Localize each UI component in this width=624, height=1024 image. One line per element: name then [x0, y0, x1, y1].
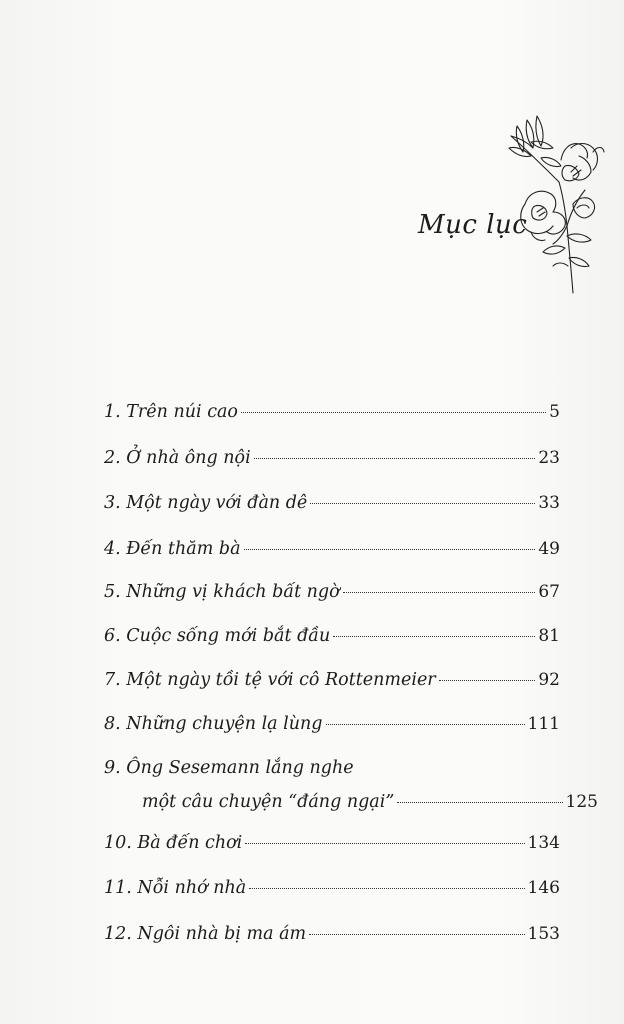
page-title: Mục lục: [418, 210, 528, 240]
toc-leader-dots: [241, 412, 546, 413]
toc-entry-10[interactable]: [104, 831, 560, 855]
toc-entry-title-line1: 9. Ông Sesemann lắng nghe: [104, 758, 354, 778]
toc-leader-dots: [309, 934, 524, 935]
toc-entry-title: 4. Đến thăm bà: [104, 539, 241, 559]
toc-entry-page: 125: [565, 792, 598, 812]
toc-entry-9[interactable]: [104, 756, 598, 816]
toc-entry-1[interactable]: [104, 400, 560, 424]
toc-entry-page: 81: [538, 626, 560, 646]
flower-sketch-icon: [505, 108, 605, 298]
toc-leader-dots: [343, 592, 536, 593]
toc-entry-5[interactable]: [104, 580, 560, 604]
toc-entry-page: 146: [527, 878, 560, 898]
toc-entry-page: 67: [538, 582, 560, 602]
toc-entry-title: 7. Một ngày tồi tệ với cô Rottenmeier: [104, 670, 436, 690]
toc-entry-7[interactable]: [104, 668, 560, 692]
toc-entry-page: 33: [538, 493, 560, 513]
toc-entry-4[interactable]: [104, 537, 560, 561]
toc-leader-dots: [439, 680, 536, 681]
toc-entry-title: một câu chuyện “đáng ngại”: [142, 792, 395, 812]
toc-leader-dots: [326, 724, 525, 725]
toc-entry-title: 1. Trên núi cao: [104, 402, 238, 422]
toc-entry-8[interactable]: [104, 712, 560, 736]
toc-entry-page: 23: [538, 448, 560, 468]
toc-entry-page: 49: [538, 539, 560, 559]
toc-entry-11[interactable]: [104, 876, 560, 900]
toc-entry-title: 2. Ở nhà ông nội: [104, 448, 251, 468]
toc-entry-title: 8. Những chuyện lạ lùng: [104, 714, 323, 734]
toc-entry-3[interactable]: [104, 491, 560, 515]
toc-entry-title: 11. Nỗi nhớ nhà: [104, 878, 247, 898]
toc-leader-dots: [310, 503, 535, 504]
toc-entry-title: 12. Ngôi nhà bị ma ám: [104, 924, 307, 944]
toc-entry-page: 153: [527, 924, 560, 944]
toc-entry-title: 10. Bà đến chơi: [104, 833, 243, 853]
toc-leader-dots: [244, 549, 536, 550]
toc-entry-12[interactable]: [104, 922, 560, 946]
toc-entry-6[interactable]: [104, 624, 560, 648]
toc-entry-page: 111: [527, 714, 560, 734]
toc-entry-page: 5: [549, 402, 560, 422]
toc-entry-title: 6. Cuộc sống mới bắt đầu: [104, 626, 331, 646]
toc-leader-dots: [249, 888, 524, 889]
toc-entry-title: 3. Một ngày với đàn dê: [104, 493, 308, 513]
toc-entry-2[interactable]: [104, 446, 560, 470]
toc-entry-title: 5. Những vị khách bất ngờ: [104, 582, 340, 602]
toc-leader-dots: [245, 843, 524, 844]
toc-leader-dots: [254, 458, 536, 459]
toc-leader-dots: [397, 802, 562, 803]
toc-leader-dots: [333, 636, 535, 637]
toc-entry-page: 134: [527, 833, 560, 853]
toc-entry-page: 92: [538, 670, 560, 690]
